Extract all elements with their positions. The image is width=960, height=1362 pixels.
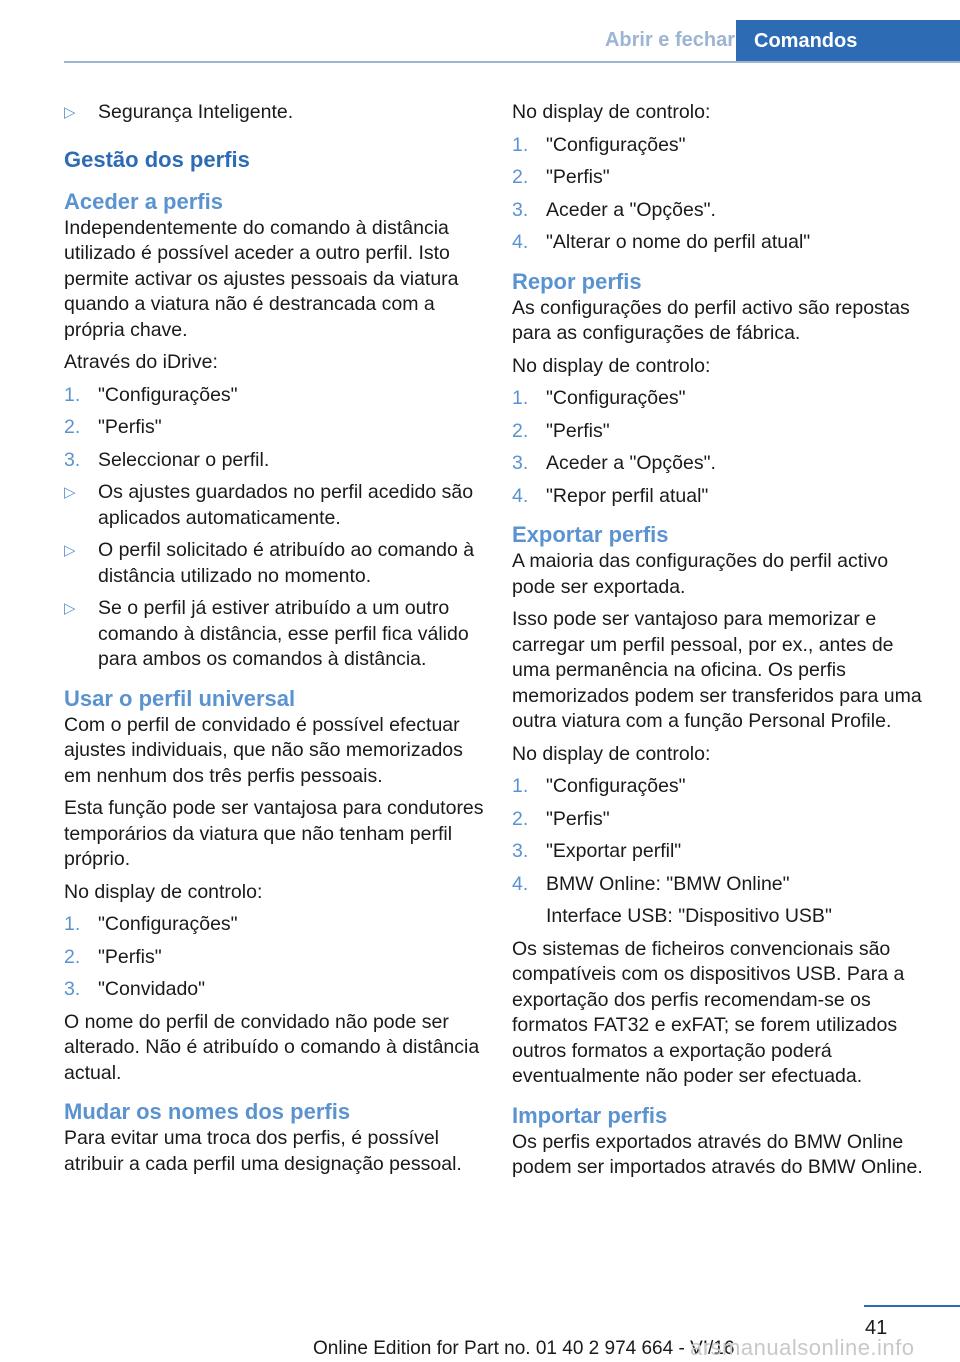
list-item xyxy=(64,415,484,441)
page-number: 41 xyxy=(865,1317,888,1339)
step-number: 1. xyxy=(512,387,529,409)
step-number: 3. xyxy=(512,198,529,221)
step-text: "Perfis" xyxy=(546,166,610,188)
paragraph: Esta função pode ser vantajosa para condutores temporários da viatura que não tenham perfil próprio. xyxy=(64,797,484,870)
section-tab[interactable]: Abrir e fechar xyxy=(604,29,735,51)
paragraph: Os perfis exportados através do BMW Online podem ser importados através do BMW Online. xyxy=(512,1130,923,1178)
step-number: 3. xyxy=(512,452,529,474)
list-item xyxy=(512,872,932,898)
step-text: "Perfis" xyxy=(98,945,162,968)
list-item xyxy=(64,480,484,531)
page-header xyxy=(0,0,960,62)
right-column xyxy=(512,100,932,1188)
step-text: "Configurações" xyxy=(546,133,686,156)
subsection-heading: Importar perfis xyxy=(512,1102,668,1128)
triangle-bullet-icon: ▷ xyxy=(64,484,76,501)
step-number: 1. xyxy=(64,913,81,935)
list-item xyxy=(64,383,484,409)
header-rule xyxy=(64,61,960,63)
paragraph: No display de controlo: xyxy=(64,880,263,903)
list-item xyxy=(64,448,484,474)
edition-text: Online Edition for Part no. 01 40 2 974 664 - VI/16 xyxy=(313,1338,735,1359)
step-number: 2. xyxy=(512,419,529,442)
step-text: "Perfis" xyxy=(98,416,162,438)
paragraph: No display de controlo: xyxy=(512,354,711,377)
subsection-heading: Repor perfis xyxy=(512,268,642,294)
paragraph: Para evitar uma troca dos perfis, é possível atribuir a cada perfil uma designação pessoal. xyxy=(64,1127,462,1175)
step-subtext: Interface USB: "Dispositivo USB" xyxy=(546,905,832,927)
chapter-tab[interactable]: Comandos xyxy=(736,20,960,63)
paragraph: Com o perfil de convidado é possível efectuar ajustes individuais, que não são memorizados em nenhum dos três perfis pessoais. xyxy=(64,713,463,787)
list-item xyxy=(512,774,932,800)
step-text: "Configurações" xyxy=(546,387,686,409)
section-heading: Gestão dos perfis xyxy=(64,146,250,172)
watermark: arsmanualsonline.info xyxy=(690,1335,915,1360)
list-item xyxy=(512,451,932,477)
step-text: "Convidado" xyxy=(98,978,206,1000)
step-number: 3. xyxy=(512,840,529,862)
list-item xyxy=(512,386,932,412)
list-item xyxy=(64,596,484,673)
list-item xyxy=(512,839,932,865)
paragraph: Através do iDrive: xyxy=(64,351,218,373)
paragraph: O nome do perfil de convidado não pode ser alterado. Não é atribuído o comando à distância actual. xyxy=(64,1010,480,1084)
step-number: 2. xyxy=(512,807,529,830)
bullet-text: Se o perfil já estiver atribuído a um outro comando à distância, esse perfil fica válido para ambos os comandos à distância. xyxy=(98,597,469,670)
bullet-text: Os ajustes guardados no perfil acedido são aplicados automaticamente. xyxy=(98,481,474,529)
step-text: "Perfis" xyxy=(546,419,610,442)
step-number: 3. xyxy=(64,448,81,471)
step-text: "Repor perfil atual" xyxy=(546,484,709,507)
list-item xyxy=(512,133,932,159)
step-number: 1. xyxy=(512,133,529,156)
list-item xyxy=(64,977,484,1003)
step-number: 1. xyxy=(64,383,81,406)
step-text: "Configurações" xyxy=(546,775,686,797)
bullet-text: Segurança Inteligente. xyxy=(98,101,294,123)
paragraph: No display de controlo: xyxy=(512,101,711,123)
left-column xyxy=(64,100,484,1184)
paragraph: Independentemente do comando à distância utilizado é possível aceder a outro perfil. Isto permite activar os ajustes pessoais da viatura quando a viatura não é destrancada com a própria chave. xyxy=(64,216,459,341)
list-item xyxy=(512,198,932,224)
list-item xyxy=(64,538,484,589)
paragraph: As configurações do perfil activo são repostas para as configurações de fábrica. xyxy=(512,296,910,344)
list-item xyxy=(512,165,932,191)
subsection-heading: Exportar perfis xyxy=(512,522,669,547)
step-number: 3. xyxy=(64,978,81,1000)
list-item xyxy=(64,912,484,938)
list-item xyxy=(512,230,932,256)
paragraph: A maioria das configurações do perfil activo pode ser exportada. xyxy=(512,550,889,598)
step-number: 2. xyxy=(512,166,529,188)
step-number: 4. xyxy=(512,231,529,253)
step-number: 4. xyxy=(512,484,529,507)
step-text: Seleccionar o perfil. xyxy=(98,448,270,471)
step-number: 4. xyxy=(512,872,529,895)
step-text: Aceder a "Opções". xyxy=(546,198,716,221)
step-text: "Perfis" xyxy=(546,807,610,830)
paragraph: No display de controlo: xyxy=(512,742,711,765)
subsection-heading: Usar o perfil universal xyxy=(64,685,296,711)
triangle-bullet-icon: ▷ xyxy=(64,600,76,617)
step-text: BMW Online: "BMW Online" xyxy=(546,872,790,895)
subsection-heading: Mudar os nomes dos perfis xyxy=(64,1099,351,1124)
subsection-heading: Aceder a perfis xyxy=(64,188,223,214)
step-text: "Exportar perfil" xyxy=(546,840,682,862)
list-item xyxy=(64,945,484,971)
step-text: Aceder a "Opções". xyxy=(546,452,716,474)
bullet-text: O perfil solicitado é atribuído ao comando à distância utilizado no momento. xyxy=(98,539,475,587)
step-text: "Alterar o nome do perfil atual" xyxy=(546,231,811,253)
triangle-bullet-icon: ▷ xyxy=(64,104,76,121)
list-item xyxy=(512,484,932,510)
step-text: "Configurações" xyxy=(98,383,238,406)
step-number: 1. xyxy=(512,775,529,797)
footer-rule xyxy=(864,1305,960,1307)
triangle-bullet-icon: ▷ xyxy=(64,542,76,559)
list-item xyxy=(512,807,932,833)
paragraph: Isso pode ser vantajoso para memorizar e carregar um perfil pessoal, por ex., antes de uma permanência na oficina. Os perfis memorizados podem ser transferidos para uma outra viatura com a função Personal Profile. xyxy=(512,608,922,732)
list-item xyxy=(512,419,932,445)
step-number: 2. xyxy=(64,416,81,438)
step-number: 2. xyxy=(64,945,81,968)
step-text: "Configurações" xyxy=(98,913,238,935)
list-item xyxy=(64,100,484,126)
paragraph: Os sistemas de ficheiros convencionais são compatíveis com os dispositivos USB. Para a exportação dos perfis recomendam-se os formatos FAT32 e exFAT; se forem utilizados outros formatos a exportação poderá eventualmente não poder ser efectuada. xyxy=(512,937,905,1087)
